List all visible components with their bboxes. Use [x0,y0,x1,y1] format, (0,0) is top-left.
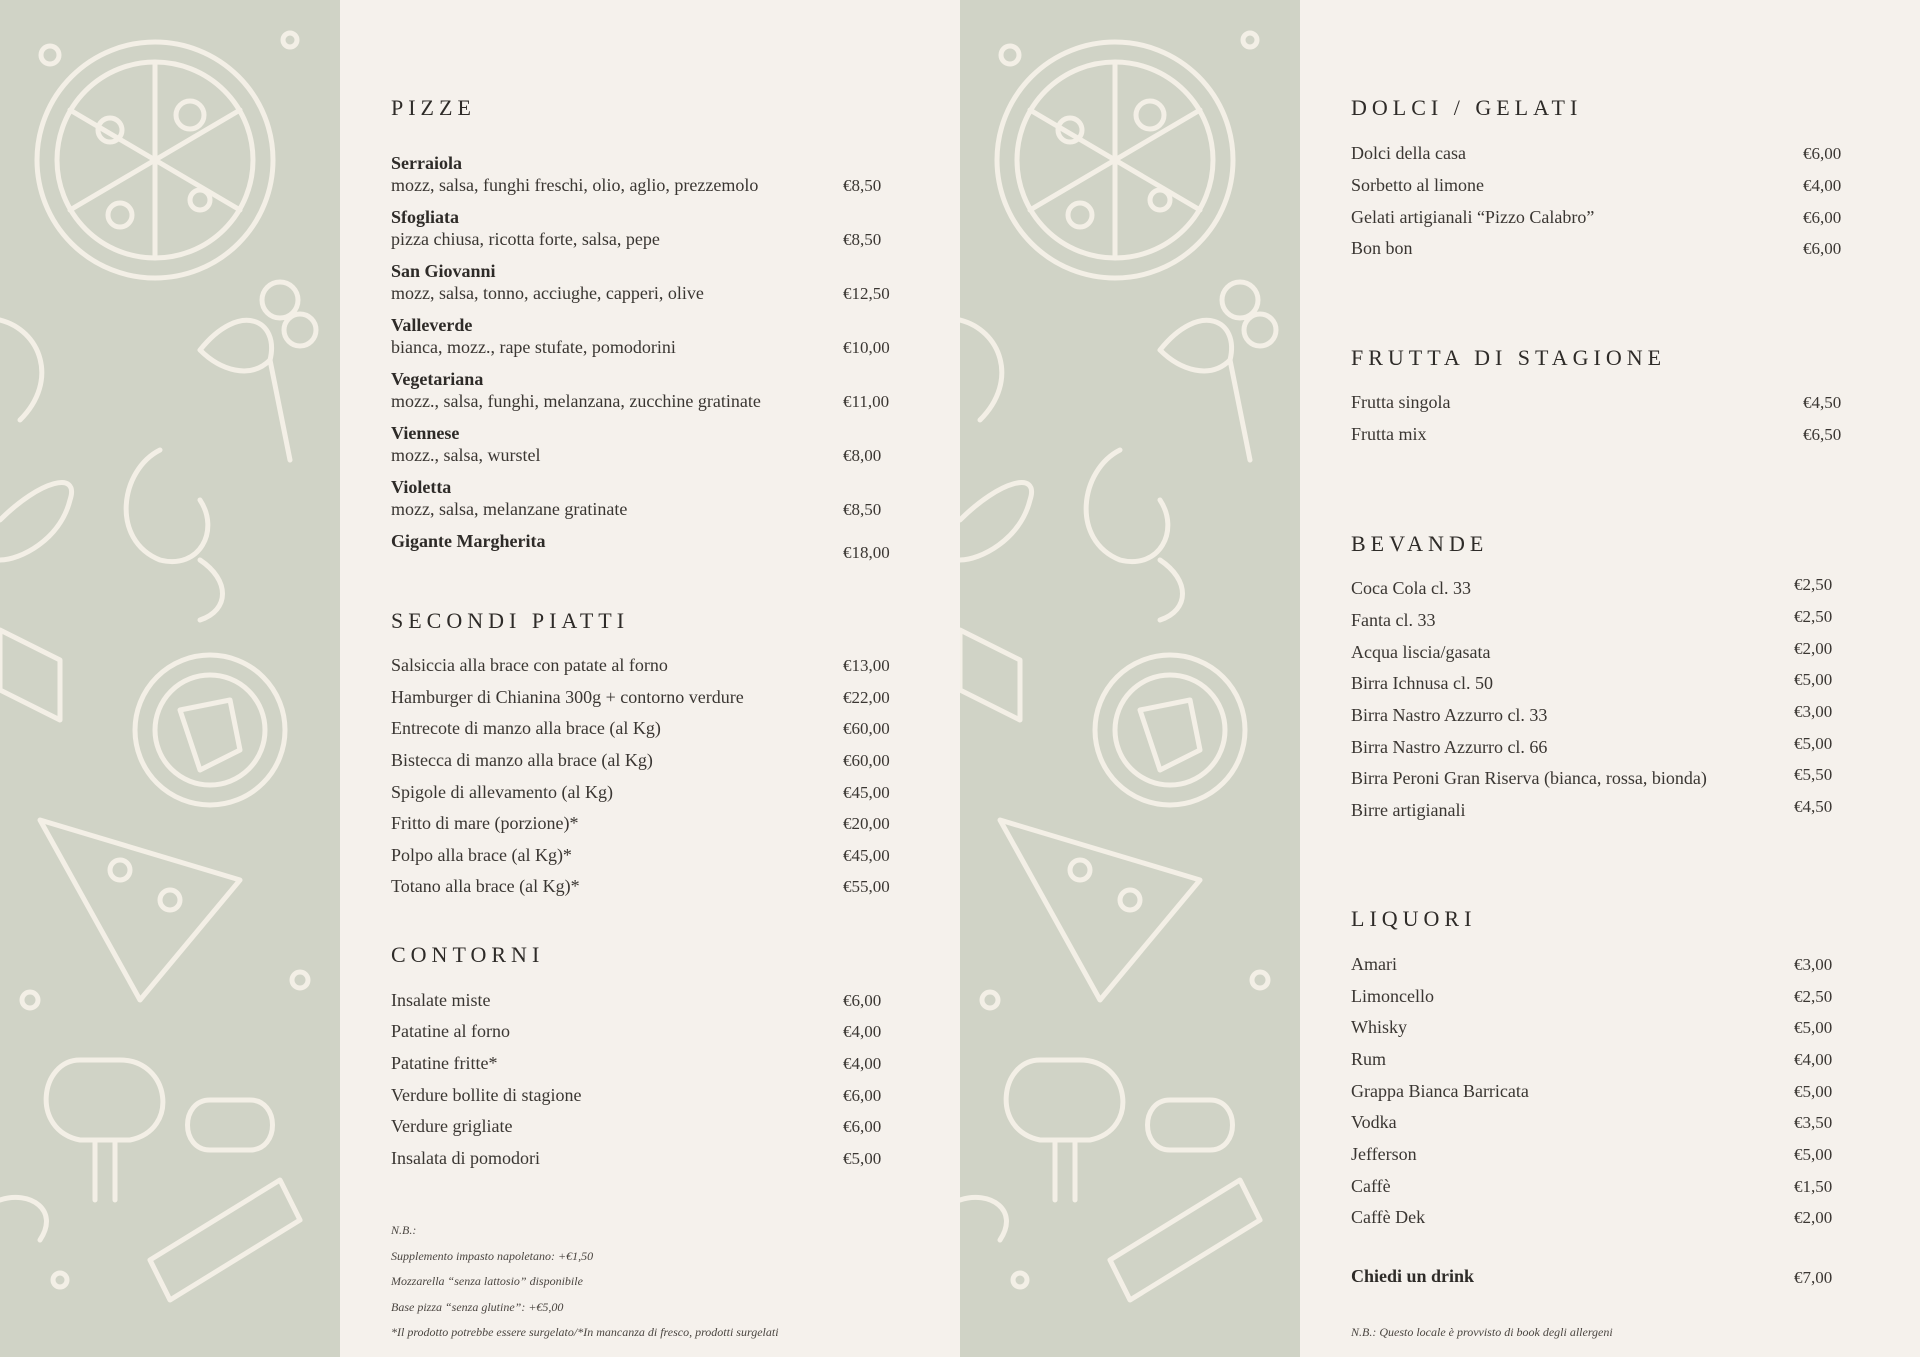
section-heading-contorni: CONTORNI [391,942,545,967]
pizza-name: Valleverde [391,315,473,335]
menu-item-name: Bon bon [1351,238,1413,258]
menu-item-name: Birra Ichnusa cl. 50 [1351,673,1493,693]
menu-item-name: Whisky [1351,1017,1407,1037]
menu-item-price: €60,00 [843,719,890,738]
menu-item-name: Sorbetto al limone [1351,175,1484,195]
menu-item-name: Polpo alla brace (al Kg)* [391,845,572,865]
footnote-title: N.B.: [391,1223,417,1237]
pizza-desc: mozz, salsa, funghi freschi, olio, aglio, prezzemolo [391,175,759,195]
drink-item-name: Chiedi un drink [1351,1266,1475,1286]
pizza-desc: mozz., salsa, wurstel [391,445,541,465]
menu-item-price: €4,00 [1794,1050,1833,1069]
menu-item-price: €5,00 [1794,670,1833,689]
pizza-price: €8,50 [843,500,882,519]
menu-item-name: Dolci della casa [1351,143,1466,163]
menu-item-price: €1,50 [1794,1177,1833,1196]
menu-item-price: €2,50 [1794,575,1833,594]
menu-item-name: Birre artigianali [1351,800,1466,820]
menu-item-name: Caffè Dek [1351,1207,1426,1227]
footnote-line: Supplemento impasto napoletano: +€1,50 [391,1249,594,1263]
menu-item-price: €4,00 [843,1054,882,1073]
menu-item-price: €5,50 [1794,765,1833,784]
pizza-desc: mozz, salsa, tonno, acciughe, capperi, olive [391,283,704,303]
menu-item-name: Rum [1351,1049,1387,1069]
pizza-desc: mozz., salsa, funghi, melanzana, zucchine gratinate [391,391,761,411]
doodle-stripe-left [0,0,340,1357]
menu-item-name: Fritto di mare (porzione)* [391,813,579,833]
allergen-note: N.B.: Questo locale è provvisto di book degli allergeni [1351,1325,1613,1339]
menu-item-price: €22,00 [843,688,890,707]
menu-item-name: Limoncello [1351,986,1434,1006]
menu-item-price: €20,00 [843,814,890,833]
menu-item-price: €6,00 [1803,208,1842,227]
pizza-name: Sfogliata [391,207,460,227]
pizza-name: Viennese [391,423,460,443]
menu-item-price: €6,50 [1803,425,1842,444]
menu-item-price: €6,00 [1803,239,1842,258]
menu-item-price: €5,00 [1794,734,1833,753]
menu-item-price: €55,00 [843,877,890,896]
section-heading-dolci: DOLCI / GELATI [1351,95,1583,120]
pizza-price: €11,00 [843,392,890,411]
pizza-name: San Giovanni [391,261,496,281]
menu-item-price: €2,50 [1794,607,1833,626]
menu-item-name: Patatine al forno [391,1021,510,1041]
menu-item-price: €3,50 [1794,1113,1833,1132]
menu-item-name: Verdure grigliate [391,1116,513,1136]
pizza-price: €10,00 [843,338,890,357]
section-heading-secondi: SECONDI PIATTI [391,608,630,633]
menu-item-name: Vodka [1351,1112,1397,1132]
pizza-price: €12,50 [843,284,890,303]
menu-item-price: €45,00 [843,783,890,802]
menu-item-name: Hamburger di Chianina 300g + contorno verdure [391,687,744,707]
pizza-price: €8,50 [843,176,882,195]
menu-item-name: Frutta mix [1351,424,1427,444]
menu-item-price: €4,00 [1803,176,1842,195]
menu-item-price: €6,00 [843,1086,882,1105]
menu-item-name: Birra Peroni Gran Riserva (bianca, rossa, bionda) [1351,768,1707,788]
menu-item-name: Verdure bollite di stagione [391,1085,582,1105]
menu-item-name: Frutta singola [1351,392,1451,412]
section-heading-frutta: FRUTTA DI STAGIONE [1351,345,1667,370]
pizza-price: €8,50 [843,230,882,249]
menu-item-price: €13,00 [843,656,890,675]
menu-item-name: Fanta cl. 33 [1351,610,1436,630]
pizza-doodle-pattern-icon [960,0,1300,1357]
menu-item-price: €5,00 [1794,1082,1833,1101]
menu-item-price: €2,00 [1794,639,1833,658]
pizza-desc: mozz, salsa, melanzane gratinate [391,499,628,519]
pizza-name: Serraiola [391,153,462,173]
menu-item-name: Acqua liscia/gasata [1351,642,1491,662]
section-heading-pizze: PIZZE [391,95,476,120]
menu-item-price: €5,00 [1794,1018,1833,1037]
menu-item-name: Birra Nastro Azzurro cl. 66 [1351,737,1548,757]
pizza-desc: pizza chiusa, ricotta forte, salsa, pepe [391,229,660,249]
pizza-name: Violetta [391,477,452,497]
footnote-line: *Il prodotto potrebbe essere surgelato/*In mancanza di fresco, prodotti surgelati [391,1325,779,1339]
menu-item-name: Insalata di pomodori [391,1148,540,1168]
pizza-doodle-pattern-icon [0,0,340,1357]
menu-item-name: Caffè [1351,1176,1391,1196]
menu-item-price: €60,00 [843,751,890,770]
pizza-price: €18,00 [843,543,890,562]
footnote-line: Base pizza “senza glutine”: +€5,00 [391,1300,564,1314]
menu-item-name: Coca Cola cl. 33 [1351,578,1471,598]
drink-item-price: €7,00 [1794,1268,1833,1287]
pizza-desc: bianca, mozz., rape stufate, pomodorini [391,337,676,357]
menu-item-name: Amari [1351,954,1397,974]
menu-item-price: €5,00 [1794,1145,1833,1164]
pizza-name: Vegetariana [391,369,484,389]
menu-item-name: Patatine fritte* [391,1053,498,1073]
menu-item-name: Gelati artigianali “Pizzo Calabro” [1351,207,1595,227]
menu-item-name: Birra Nastro Azzurro cl. 33 [1351,705,1548,725]
menu-item-name: Entrecote di manzo alla brace (al Kg) [391,718,661,738]
menu-item-name: Grappa Bianca Barricata [1351,1081,1529,1101]
pizza-name: Gigante Margherita [391,531,546,551]
menu-item-name: Totano alla brace (al Kg)* [391,876,580,896]
menu-item-price: €4,00 [843,1022,882,1041]
menu-item-name: Bistecca di manzo alla brace (al Kg) [391,750,653,770]
doodle-stripe-right [960,0,1300,1357]
menu-item-name: Jefferson [1351,1144,1417,1164]
menu-item-name: Spigole di allevamento (al Kg) [391,782,613,802]
menu-item-price: €6,00 [843,1117,882,1136]
pizza-price: €8,00 [843,446,882,465]
menu-item-price: €4,50 [1803,393,1842,412]
menu-item-price: €6,00 [1803,144,1842,163]
menu-item-price: €5,00 [843,1149,882,1168]
menu-item-price: €2,50 [1794,987,1833,1006]
menu-item-name: Salsiccia alla brace con patate al forno [391,655,668,675]
section-heading-liquori: LIQUORI [1351,906,1477,931]
menu-item-name: Insalate miste [391,990,491,1010]
menu-item-price: €3,00 [1794,702,1833,721]
menu-item-price: €3,00 [1794,955,1833,974]
section-heading-bevande: BEVANDE [1351,531,1489,556]
footnote-line: Mozzarella “senza lattosio” disponibile [391,1274,583,1288]
menu-item-price: €6,00 [843,991,882,1010]
menu-item-price: €45,00 [843,846,890,865]
menu-item-price: €2,00 [1794,1208,1833,1227]
menu-item-price: €4,50 [1794,797,1833,816]
